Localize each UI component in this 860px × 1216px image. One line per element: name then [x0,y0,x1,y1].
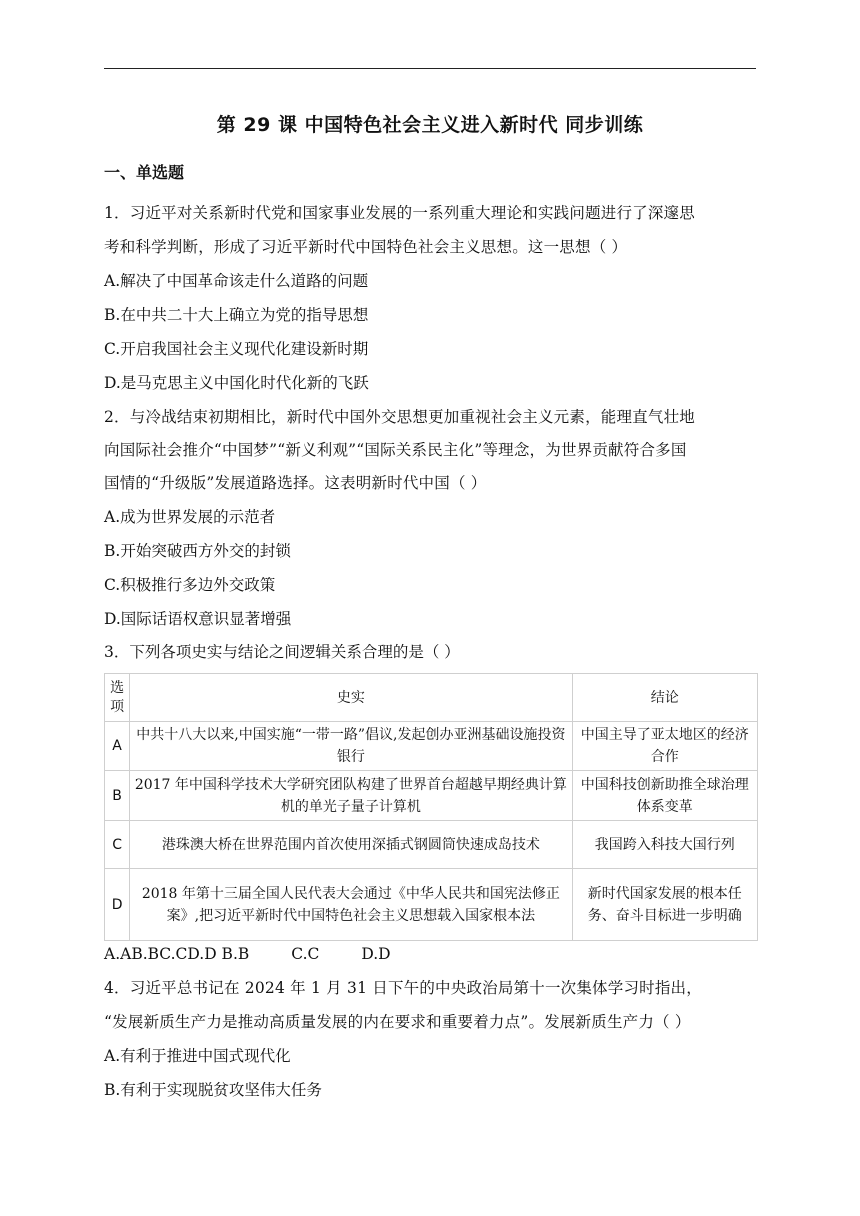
q1-option-b: B.在中共二十大上确立为党的指导思想 [104,306,369,324]
q1-option-c: C.开启我国社会主义现代化建设新时期 [104,340,369,358]
q2-option-c: C.积极推行多边外交政策 [104,576,276,594]
table-row [105,771,758,821]
q4-option-a: A.有利于推进中国式现代化 [104,1047,291,1065]
row-conclusion: 中国科技创新助推全球治理体系变革 [572,771,757,821]
q4-stem-line-2: “发展新质生产力是推动高质量发展的内在要求和重要着力点”。发展新质生产力（ ） [104,1013,691,1031]
q2-stem-line-1: 2．与冷战结束初期相比，新时代中国外交思想更加重视社会主义元素，能理直气壮地 [104,408,695,426]
row-option: B [105,771,130,821]
row-option: A [105,722,130,771]
row-option: C [105,821,130,869]
row-option: D [105,869,130,941]
q2-option-b: B.开始突破西方外交的封锁 [104,542,291,560]
q2-option-a: A.成为世界发展的示范者 [104,508,276,526]
q1-option-d: D.是马克思主义中国化时代化新的飞跃 [104,374,369,392]
q4-stem-line-1: 4．习近平总书记在 2024 年 1 月 31 日下午的中央政治局第十一次集体学习时指出， [104,979,702,997]
section-heading: 一、单选题 [104,163,185,182]
row-conclusion: 我国跨入科技大国行列 [572,821,757,869]
q2-stem-line-2: 向国际社会推介“中国梦”“新义利观”“国际关系民主化”等理念，为世界贡献符合多国 [104,441,687,459]
q2-option-d: D.国际话语权意识显著增强 [104,610,292,628]
q2-stem-line-3: 国情的“升级版”发展道路选择。这表明新时代中国（ ） [104,474,487,492]
table-row [105,722,758,771]
q4-option-b: B.有利于实现脱贫攻坚伟大任务 [104,1081,322,1099]
row-fact: 2017 年中国科学技术大学研究团队构建了世界首台超越早期经典计算机的单光子量子计算机 [130,771,572,821]
table-row [105,869,758,941]
header-conclusion: 结论 [572,674,757,722]
page-title: 第 29 课 中国特色社会主义进入新时代 同步训练 [216,114,644,136]
q3-option-a: A.AB.BC.CD.D B.B [104,945,250,963]
q3-stem: 3．下列各项史实与结论之间逻辑关系合理的是（ ） [104,643,460,661]
header-fact: 史实 [130,674,572,722]
q1-stem-line-2: 考和科学判断，形成了习近平新时代中国特色社会主义思想。这一思想（ ） [104,238,628,256]
row-conclusion: 新时代国家发展的根本任务、奋斗目标进一步明确 [572,869,757,941]
header-option-label: 选项 [110,679,125,715]
q3-table [104,673,758,941]
q3-option-c: C.C [291,945,320,963]
row-conclusion: 中国主导了亚太地区的经济合作 [572,722,757,771]
q1-option-a: A.解决了中国革命该走什么道路的问题 [104,272,369,290]
row-fact: 港珠澳大桥在世界范围内首次使用深插式钢圆筒快速成岛技术 [130,821,572,869]
q3-option-d: D.D [361,945,391,963]
header-rule [104,68,756,69]
q1-stem-line-1: 1．习近平对关系新时代党和国家事业发展的一系列重大理论和实践问题进行了深邃思 [104,204,695,222]
row-fact: 中共十八大以来,中国实施“一带一路”倡议,发起创办亚洲基础设施投资银行 [130,722,572,771]
table-row [105,821,758,869]
row-fact: 2018 年第十三届全国人民代表大会通过《中华人民共和国宪法修正案》,把习近平新时代中国特色社会主义思想载入国家根本法 [130,869,572,941]
table-header-row [105,674,758,722]
header-option [105,674,130,722]
q3-options [104,944,760,964]
